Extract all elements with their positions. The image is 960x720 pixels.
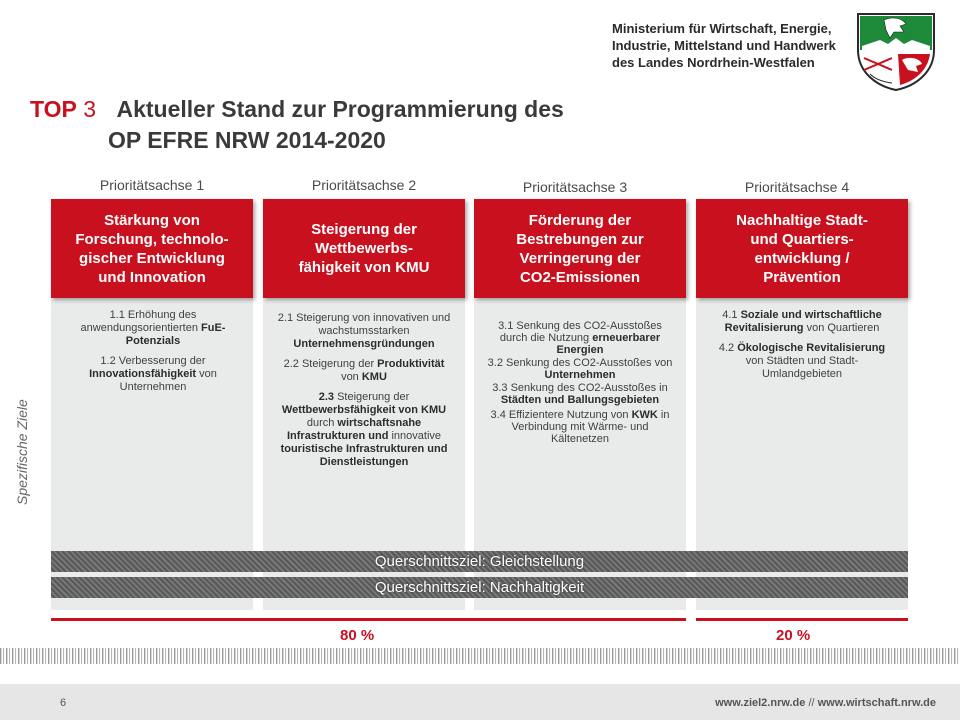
goal-keyword: Soziale und wirtschaftliche Revitalisierung [724,309,882,334]
heading-1-line: gischer Entwicklung [79,249,225,267]
heading-2-line: Steigerung der [311,221,417,238]
heading-1-line: und Innovation [98,268,206,286]
share-right-percent: 20 % [776,627,811,644]
goal-keyword: Unternehmen [544,369,616,381]
axis-label-1: Prioritätsachse 1 [99,177,205,193]
title-top-prefix: TOP [30,96,77,122]
goal-keyword: FuE-Potenzials [125,322,226,347]
goal-4-2 [712,342,892,381]
goal-2-1 [276,312,452,351]
goal-1-2 [70,355,236,394]
goal-2-3 [276,391,452,469]
heading-2-line: Wettbewerbs- [314,240,414,257]
slide-title [30,94,564,153]
heading-4-line: entwicklung / [754,249,850,267]
goal-keyword: Wettbewerbsfähigkeit von KMU [281,404,447,416]
footer-separator: // [805,697,818,709]
decorative-tick-strip [0,648,960,664]
share-line-right [696,618,908,621]
goal-text: 4.2 [718,342,738,354]
axis-label-2: Prioritätsachse 2 [311,177,417,193]
goal-text: 1.2 Verbesserung der [100,355,206,367]
heading-4-line: und Quartiers- [750,230,854,248]
goal-keyword: Innovationsfähigkeit [89,368,197,380]
goal-3-1 [484,320,676,356]
title-line-2: OP EFRE NRW 2014-2020 [108,127,386,153]
share-line-left [51,618,686,621]
heading-1-line: Stärkung von [104,211,200,229]
goal-keyword: KMU [361,371,387,383]
ministry-line-3: des Landes Nordrhein-Westfalen [612,55,815,70]
goal-text: von [341,371,362,383]
goal-1-1 [70,309,236,348]
goal-text: 3.2 Senkung des CO2-Ausstoßes von [487,357,673,369]
heading-3-line: Förderung der [528,211,632,229]
goal-text: 2.2 Steigerung der [283,358,378,370]
goal-2-2 [276,358,452,384]
goal-3-4 [484,409,676,445]
nrw-coat-of-arms-logo [850,10,942,92]
priority-heading-4 [696,199,908,298]
cross-goal-equality-bar: Querschnittsziel: Gleichstellung [51,551,908,572]
footer-url-wirtschaft[interactable]: www.wirtschaft.nrw.de [817,697,936,709]
title-top-number: 3 [76,96,97,122]
goals-list-4 [712,309,892,388]
share-left-percent: 80 % [340,627,375,644]
goal-3-3 [484,382,676,406]
heading-3-line: Bestrebungen zur [516,230,644,248]
goal-text: innovative [388,430,442,442]
ministry-line-1: Ministerium für Wirtschaft, Energie, [612,21,832,36]
heading-3-line: CO2-Emissionen [519,268,640,286]
axis-label-4: Prioritätsachse 4 [744,179,850,195]
goal-keyword: wirtschaftsnahe Infrastrukturen und [286,417,422,442]
goal-text: 2.1 Steigerung von innovativen und wachstumsstarken [277,312,451,337]
goal-text: durch [306,417,338,429]
ministry-name [612,20,842,71]
footer-urls [715,697,936,709]
priority-heading-2 [263,199,465,298]
goal-keyword: KWK [631,409,658,421]
goal-keyword: Städten und Ballungsgebieten [500,394,660,406]
goal-keyword: erneuerbarer Energien [556,332,661,356]
heading-1-line: Forschung, technolo- [75,230,229,248]
ministry-line-2: Industrie, Mittelstand und Handwerk [612,38,836,53]
goals-list-2 [276,312,452,476]
goal-3-2 [484,357,676,381]
heading-2-line: fähigkeit von KMU [298,259,430,276]
goal-text: Steigerung der [334,391,410,403]
goal-keyword: 2.3 [318,391,335,403]
priority-heading-1 [51,199,253,298]
goal-keyword: Produktivität [377,358,445,370]
goal-text: 3.4 Effizientere Nutzung von [490,409,632,421]
goal-text: 3.1 Senkung des CO2-Ausstoßes durch die Nutzung [498,320,662,344]
goal-text: 3.3 Senkung des CO2-Ausstoßes in [492,382,668,394]
heading-4-line: Nachhaltige Stadt- [736,211,868,229]
goal-keyword: Ökologische Revitalisierung [737,342,886,354]
goal-text: in Verbindung mit Wärme- und Kältenetzen [511,409,670,445]
specific-goals-label: Spezifische Ziele [14,399,30,505]
footer-url-ziel2[interactable]: www.ziel2.nrw.de [715,697,806,709]
heading-3-line: Verringerung der [519,249,641,267]
goal-4-1 [712,309,892,335]
cross-goal-sustainability-bar: Querschnittsziel: Nachhaltigkeit [51,577,908,598]
goal-text: von Städten und Stadt-Umlandgebieten [745,355,859,380]
goal-keyword: touristische Infrastrukturen und Dienstleistungen [280,443,448,468]
title-line-1: Aktueller Stand zur Programmierung des [116,96,564,122]
goals-list-3 [484,320,676,452]
goal-text: 1.1 Erhöhung des anwendungsorientierten [80,309,202,334]
goal-text: von Quartieren [803,322,880,334]
goals-list-1 [70,309,236,401]
goal-text: von Unternehmen [119,368,217,393]
heading-4-line: Prävention [763,268,841,286]
page-number: 6 [60,697,67,709]
goal-text: 4.1 [722,309,741,321]
axis-label-3: Prioritätsachse 3 [522,179,628,195]
goal-keyword: Unternehmensgründungen [293,338,435,350]
priority-heading-3 [474,199,686,298]
